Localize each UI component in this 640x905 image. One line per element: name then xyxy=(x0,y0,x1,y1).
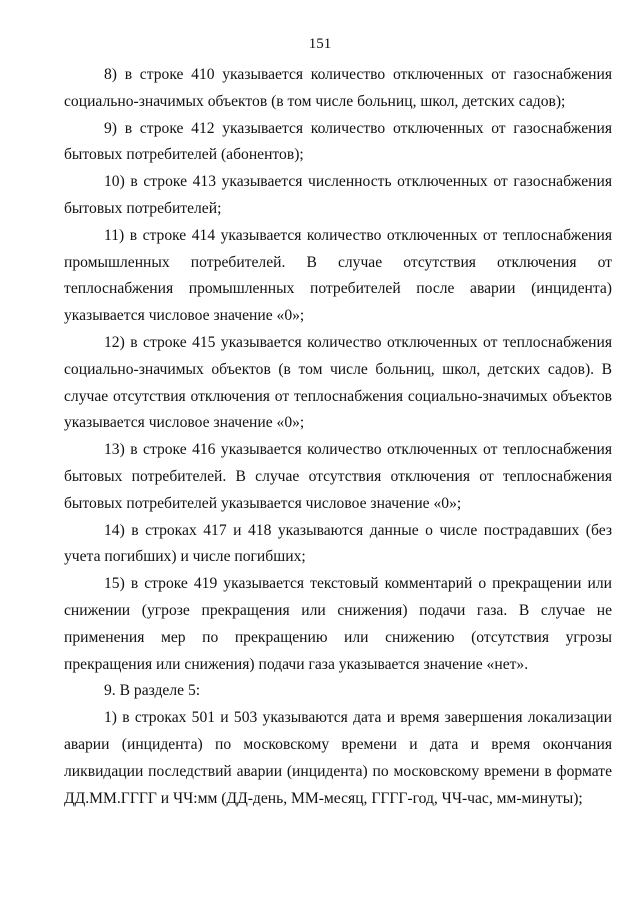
document-body xyxy=(64,62,612,812)
paragraph-item-14: 14) в строках 417 и 418 указываются данные о числе пострадавших (без учета погибших) и числе погибших; xyxy=(64,521,612,566)
paragraph-item-9: 9) в строке 412 указывается количество отключенных от газоснабжения бытовых потребителей (абонентов); xyxy=(64,119,612,164)
section-heading-9: 9. В разделе 5: xyxy=(104,682,201,700)
paragraph-item-15: 15) в строке 419 указывается текстовый комментарий о прекращении или снижении (угрозе прекращения или снижения) подачи газа. В случае не применения мер по прекращению или снижению (отсутствия угрозы прекращения или снижения) подачи газа указывается значение «нет». xyxy=(64,575,612,673)
paragraph-item-8: 8) в строке 410 указывается количество отключенных от газоснабжения социально-значимых объектов (в том числе больниц, школ, детских садов); xyxy=(64,66,612,110)
paragraph-section5-item-1: 1) в строках 501 и 503 указываются дата и время завершения локализации аварии (инцидента) по московскому времени и дата и время окончания ликвидации последствий аварии (инцидента) по московскому времени в формате ДД.ММ.ГГГГ и ЧЧ:мм (ДД-день, ММ-месяц, ГГГГ-год, ЧЧ-час, мм-минуты); xyxy=(64,709,612,807)
paragraph-item-13: 13) в строке 416 указывается количество отключенных от теплоснабжения бытовых потребителей. В случае отсутствия отключения от теплоснабжения бытовых потребителей указывается числовое значение «0»; xyxy=(64,441,612,512)
paragraph-item-11: 11) в строке 414 указывается количество отключенных от теплоснабжения промышленных потребителей. В случае отсутствия отключения от теплоснабжения промышленных потребителей после аварии (инцидента) указывается числовое значение «0»; xyxy=(64,226,612,325)
paragraph-item-12: 12) в строке 415 указывается количество отключенных от теплоснабжения социально-значимых объектов (в том числе больниц, школ, детских садов). В случае отсутствия отключения от теплоснабжения социально-значимых объектов указывается числовое значение «0»; xyxy=(64,333,612,432)
page-number: 151 xyxy=(308,36,332,52)
paragraph-item-10: 10) в строке 413 указывается численность отключенных от газоснабжения бытовых потребителей; xyxy=(64,173,612,217)
